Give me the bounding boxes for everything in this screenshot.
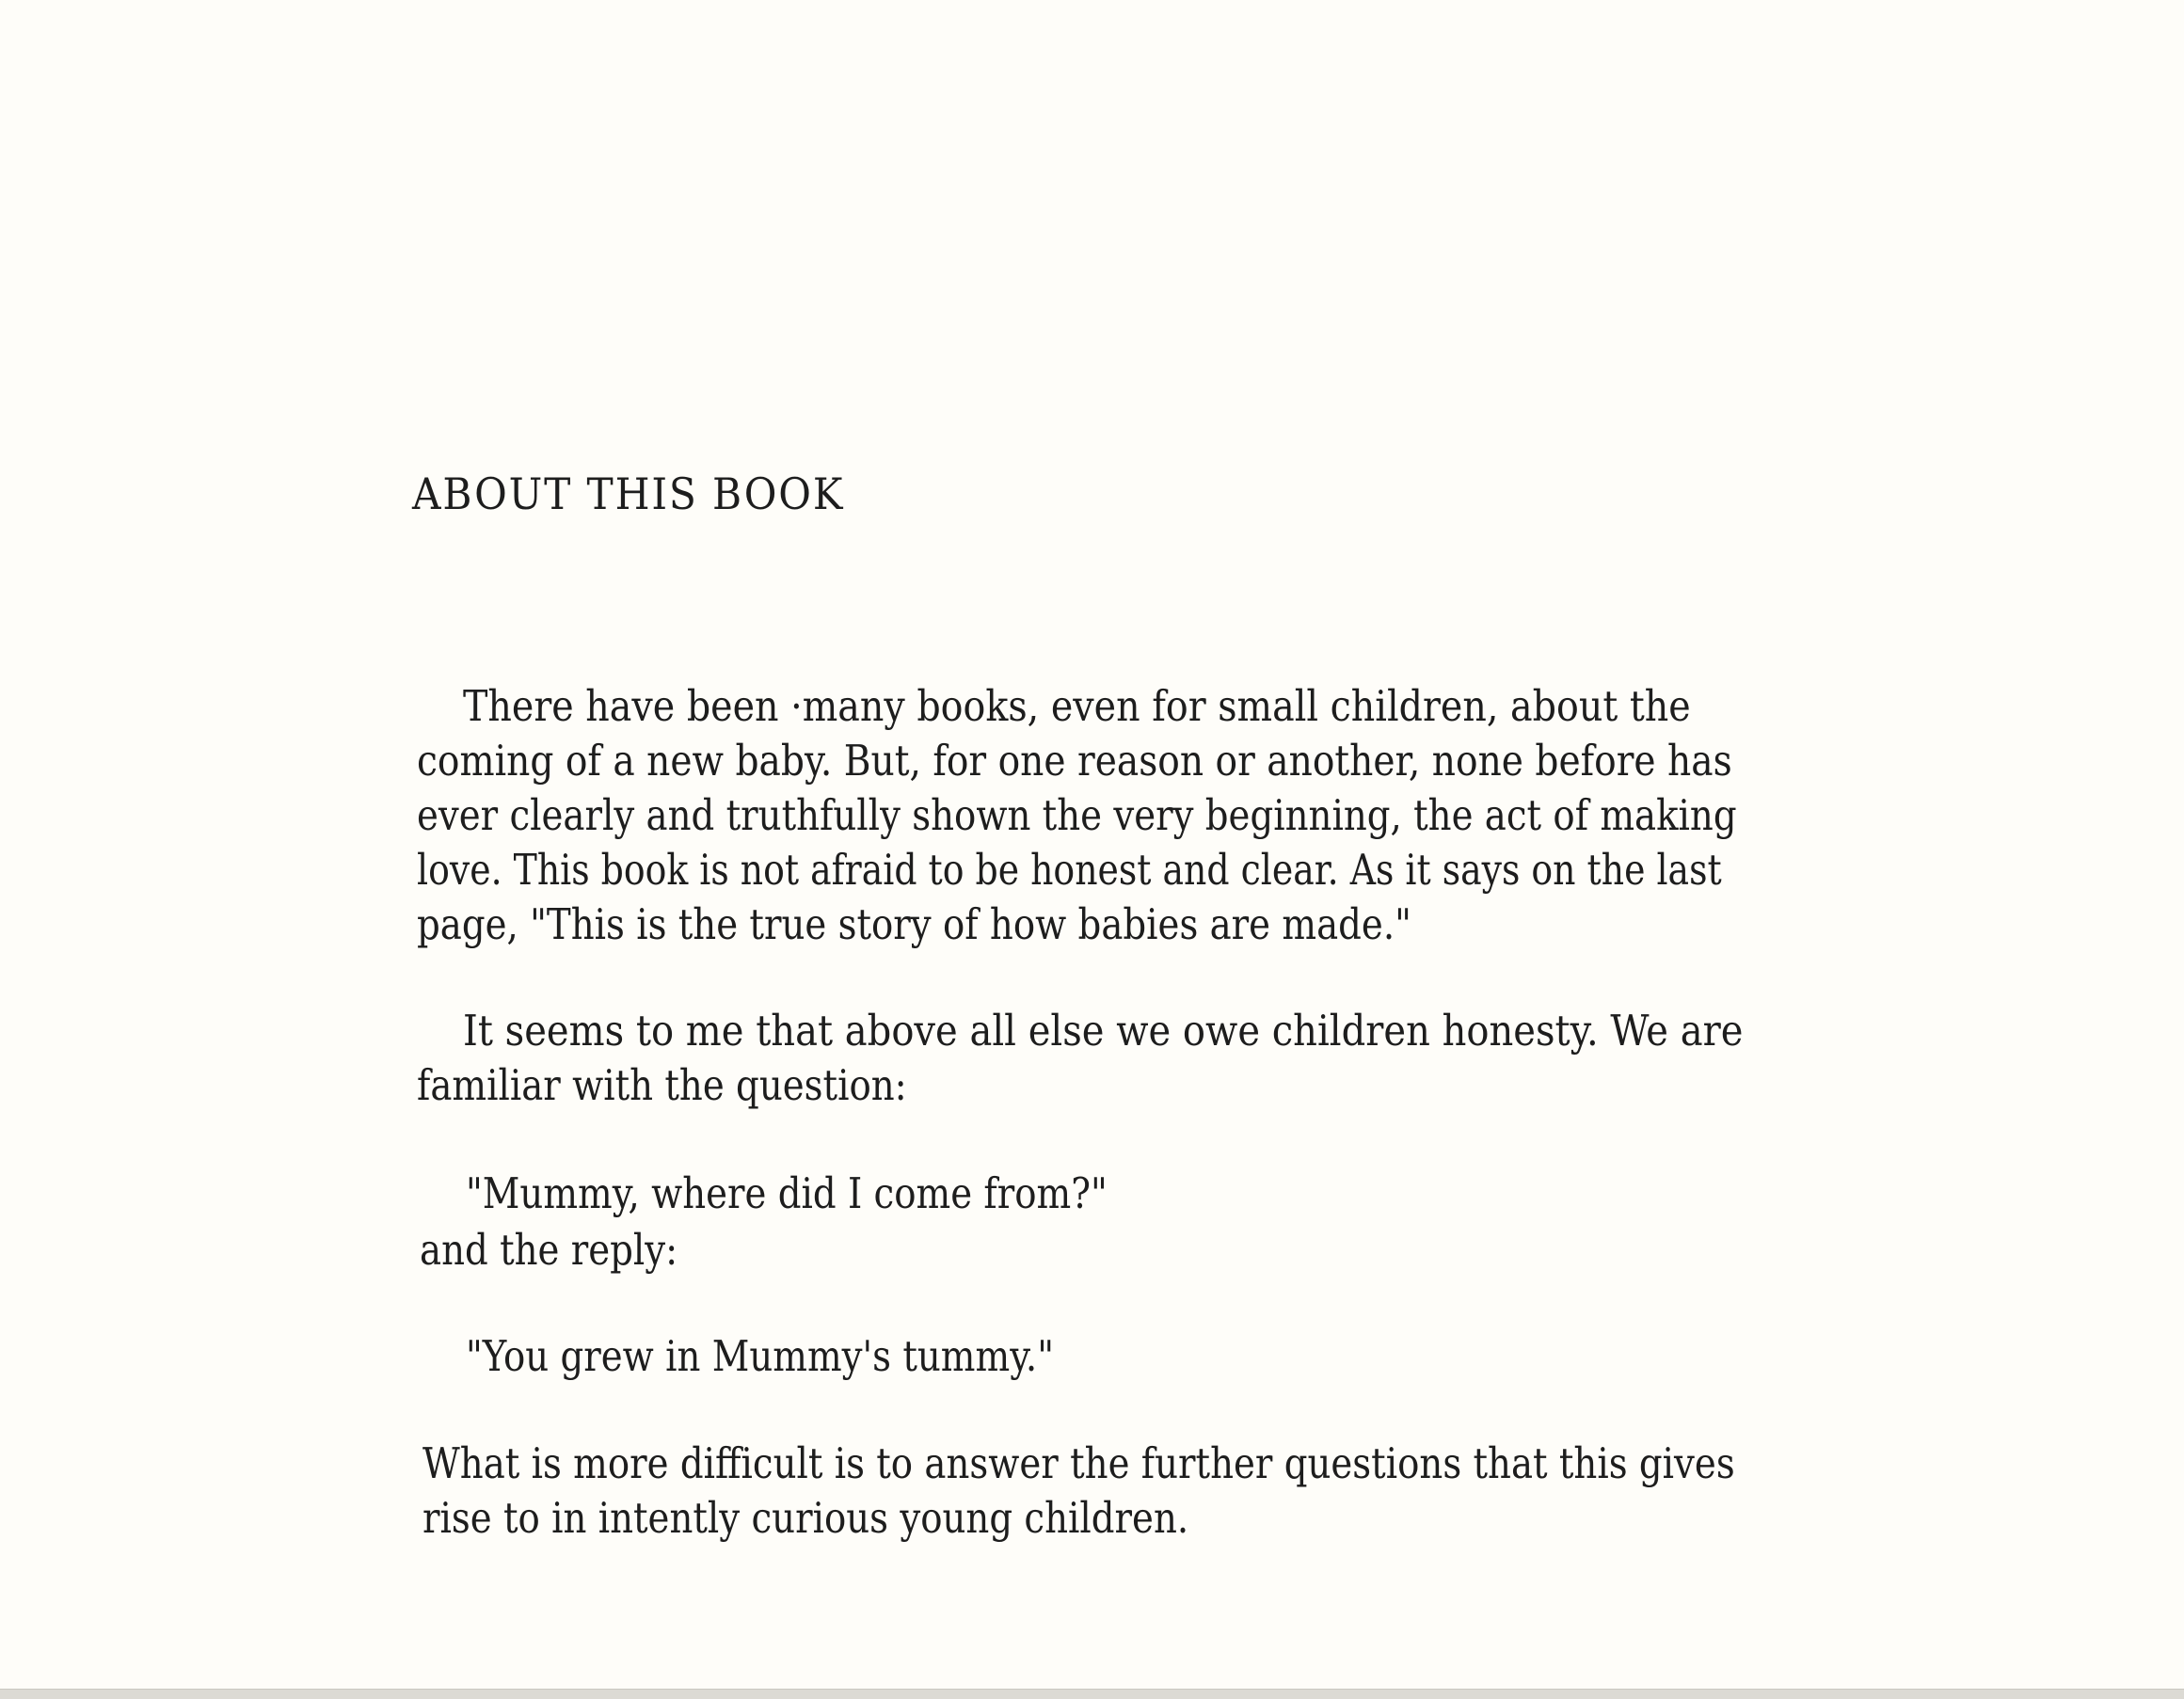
text-line: familiar with the question: <box>417 1060 907 1110</box>
page-heading: ABOUT THIS BOOK <box>412 468 845 519</box>
text-line: It seems to me that above all else we owe children honesty. We are <box>463 1006 1744 1056</box>
text-line: What is more difficult is to answer the further questions that this gives <box>422 1438 1735 1488</box>
reply-intro: and the reply: <box>420 1225 678 1275</box>
page-bottom-edge <box>0 1689 2184 1699</box>
text-line: There have been ·many books, even for small children, about the <box>463 681 1691 731</box>
text-line: love. This book is not afraid to be honest and clear. As it says on the last <box>417 845 1722 895</box>
text-line: ever clearly and truthfully shown the very beginning, the act of making <box>417 790 1737 840</box>
text-line: page, "This is the true story of how babies are made." <box>417 899 1411 949</box>
quote-reply: "You grew in Mummy's tummy." <box>466 1331 1055 1381</box>
text-line: coming of a new baby. But, for one reason or another, none before has <box>417 736 1732 786</box>
text-line: rise to in intently curious young children. <box>422 1493 1189 1543</box>
quote-question: "Mummy, where did I come from?" <box>466 1168 1108 1218</box>
